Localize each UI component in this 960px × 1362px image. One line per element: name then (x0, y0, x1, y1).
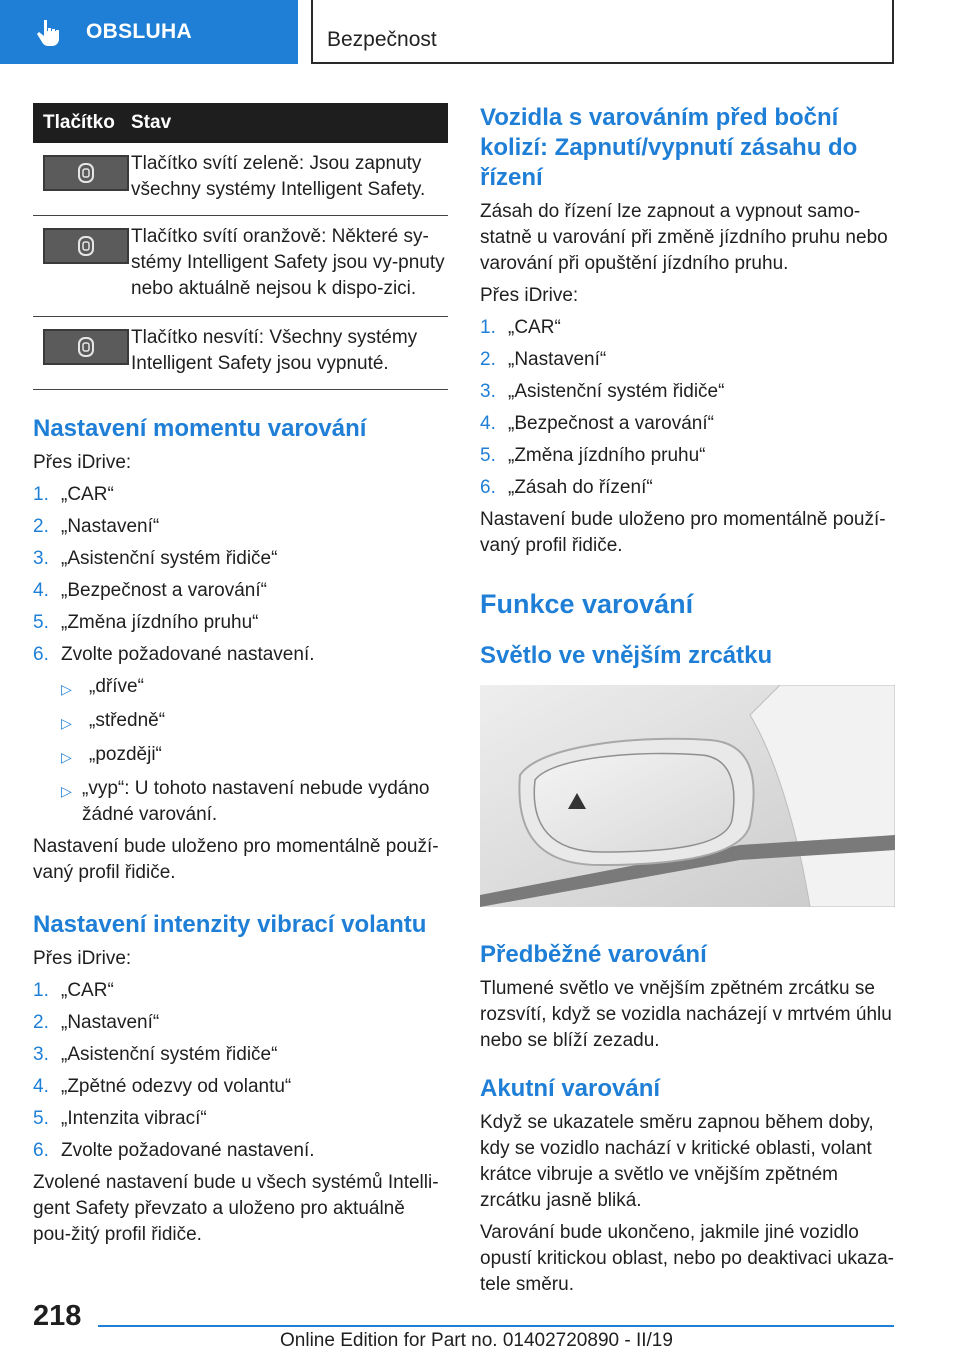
list-item: 2. „Nastavení“ (33, 1012, 160, 1033)
body-text: Zásah do řízení lze zapnout a vypnout samo-statně u varování při změně jízdního pruhu nebo varování při opuštění jízdního pruhu. (480, 201, 888, 274)
list-item: 1. „CAR“ (480, 317, 561, 338)
triangle-bullet-icon: ▷ (61, 681, 72, 697)
right-column (480, 103, 895, 1298)
list-item: 5. „Změna jízdního pruhu“ (33, 612, 259, 633)
steps-list (33, 978, 448, 1164)
body-text: Když se ukazatele směru zapnou během doby, kdy se vozidlo nachází v kritické oblasti, volant krátce vibruje a světlo ve vnějším zpětném zrcátku jasně bliká. (480, 1112, 874, 1211)
list-item: ▷ „dříve“ (61, 674, 448, 702)
side-mirror-illustration (480, 685, 895, 907)
note-text: Nastavení bude uloženo pro momentálně použí-vaný profil řidiče. (480, 509, 886, 556)
triangle-bullet-icon: ▷ (61, 783, 72, 799)
body-text: Tlumené světlo ve vnějším zpětném zrcátku se rozsvítí, když se vozidla nacházejí v mrtvém úhlu nebo se blíží zezadu. (480, 978, 892, 1051)
note-text: Zvolené nastavení bude u všech systémů Intelli-gent Safety převzato a uloženo pro aktuálně pou-žitý profil řidiče. (33, 1172, 439, 1245)
section-title: Akutní varování (480, 1075, 661, 1102)
body-text: Varování bude ukončeno, jakmile jiné vozidlo opustí kritickou oblast, nebo po deaktivaci ukaza-tele směru. (480, 1222, 895, 1295)
page-number: 218 (33, 1300, 82, 1332)
safety-button-icon (43, 228, 129, 264)
list-item: 6. „Zásah do řízení“ (480, 477, 653, 498)
table-col-button: Tlačítko (43, 112, 115, 133)
list-item: 3. „Asistenční systém řidiče“ (480, 381, 725, 402)
list-item: 3. „Asistenční systém řidiče“ (33, 548, 278, 569)
chapter-title: Bezpečnost (327, 28, 437, 51)
table-row (33, 216, 448, 317)
list-item: ▷ „později“ (61, 742, 448, 770)
table-cell-state: Tlačítko svítí zeleně: Jsou zapnuty všechny systémy Intelligent Safety. (131, 153, 426, 200)
section-title: Světlo ve vnějším zrcátku (480, 642, 773, 669)
chapter-header (311, 0, 894, 64)
steps-list (33, 482, 448, 668)
triangle-bullet-icon: ▷ (61, 715, 72, 731)
table-row (33, 317, 448, 390)
intro-text: Přes iDrive: (480, 285, 579, 306)
list-item: 4. „Bezpečnost a varování“ (33, 580, 267, 601)
safety-button-icon (43, 329, 129, 365)
table-cell-state: Tlačítko nesvítí: Všechny systémy Intelligent Safety jsou vypnuté. (131, 327, 418, 374)
footer-divider (98, 1325, 894, 1327)
options-list (33, 674, 448, 828)
list-item: 1. „CAR“ (33, 980, 114, 1001)
note-text: Nastavení bude uloženo pro momentálně použí-vaný profil řidiče. (33, 836, 439, 883)
section-title: Vozidla s varováním před boční kolizí: Zapnutí/vypnutí zásahu do řízení (480, 104, 858, 191)
edition-text: Online Edition for Part no. 01402720890 - II/19 (280, 1330, 673, 1351)
section-tab[interactable] (0, 0, 298, 64)
list-item: 2. „Nastavení“ (33, 516, 160, 537)
list-item: 2. „Nastavení“ (480, 349, 607, 370)
list-item: 4. „Bezpečnost a varování“ (480, 413, 714, 434)
intro-text: Přes iDrive: (33, 948, 132, 969)
steps-list (480, 315, 895, 501)
chapter-section-title: Funkce varování (480, 589, 694, 619)
list-item: 5. „Změna jízdního pruhu“ (480, 445, 706, 466)
table-header (33, 103, 448, 143)
table-cell-state: Tlačítko svítí oranžově: Některé sy-stémy Intelligent Safety jsou vy-pnuty nebo aktuálně nejsou k dispo-zici. (131, 226, 445, 299)
section-title: Nastavení momentu varování (33, 415, 367, 442)
list-item: 6. Zvolte požadované nastavení. (33, 644, 315, 665)
list-item: 1. „CAR“ (33, 484, 114, 505)
triangle-bullet-icon: ▷ (61, 749, 72, 765)
section-title: Nastavení intenzity vibrací volantu (33, 911, 427, 938)
table-col-state: Stav (131, 112, 172, 133)
list-item: 5. „Intenzita vibrací“ (33, 1108, 207, 1129)
list-item: 4. „Zpětné odezvy od volantu“ (33, 1076, 292, 1097)
table-row (33, 143, 448, 216)
hand-pointer-icon (34, 17, 64, 47)
list-item: 3. „Asistenční systém řidiče“ (33, 1044, 278, 1065)
section-title: Předběžné varování (480, 941, 707, 968)
list-item: ▷ „středně“ (61, 708, 448, 736)
section-tab-label: OBSLUHA (86, 20, 192, 43)
intro-text: Přes iDrive: (33, 452, 132, 473)
list-item: ▷ „vyp“: U tohoto nastavení nebude vydáno žádné varování. (61, 776, 448, 828)
list-item: 6. Zvolte požadované nastavení. (33, 1140, 315, 1161)
left-column (33, 103, 448, 1248)
safety-button-icon (43, 155, 129, 191)
